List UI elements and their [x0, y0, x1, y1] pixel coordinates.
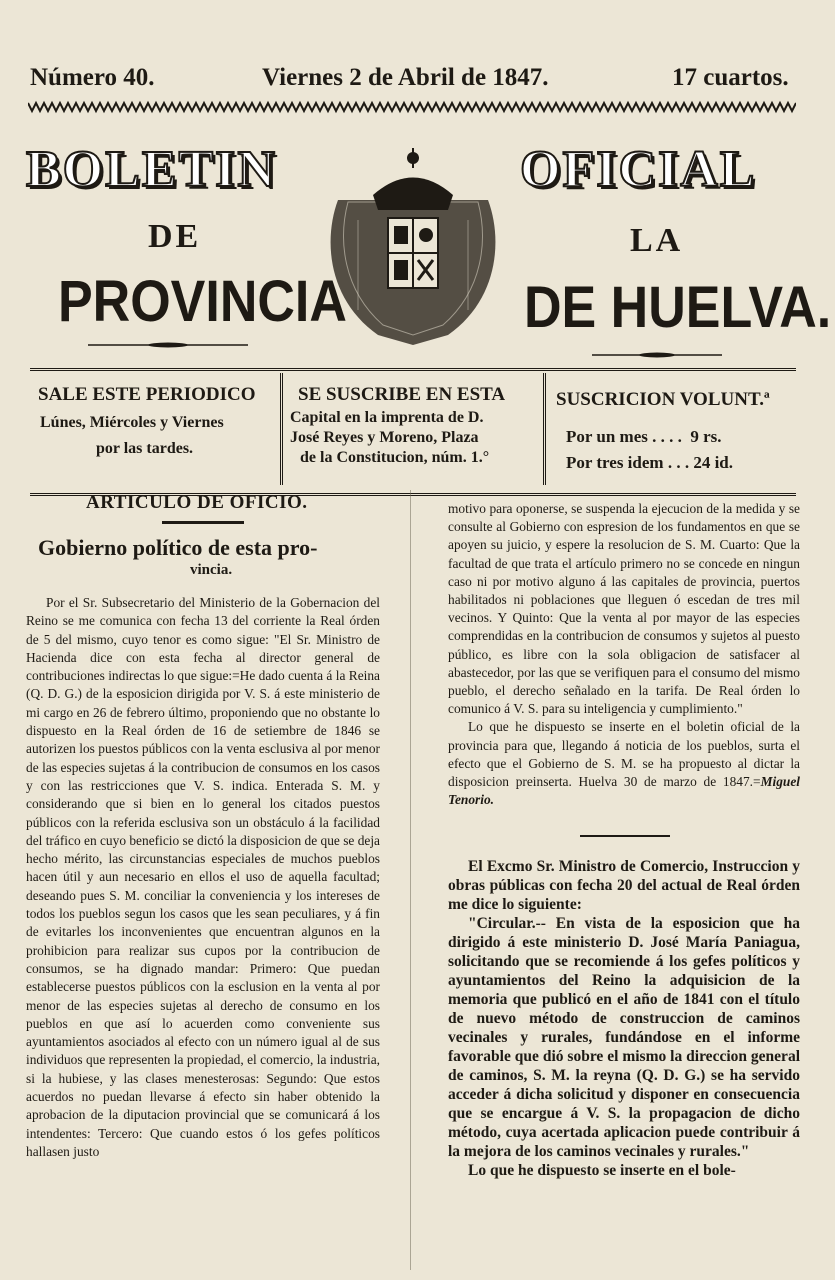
- right-paragraph-2: [448, 718, 800, 809]
- right-paragraph-1: motivo para oponerse, se suspenda la ejecucion de la medida y se consulte al Gobierno con espresion de los fundamentos en que se apoyen su juicio, y espere la resolucion de S. M. Cuarto: Que la facultad de que trata el artículo primero no se concede en ningun caso ni por motivo alguno á las capitales de provincia, puertos habilitados ni poblaciones que lleguen ó escedan de tres mil vecinos. Y Quinto: Que la venta al por mayor de las especies comprendidas en la contribucion de consumos y sujetos al puesto público, es libre con la sola obligacion de satisfacer al abastecedor, por las que se verifiquen para el consumo del mismo pueblo, el derecho señalado en la tarifa. De Real órden lo comunico á V. S. para su inteligencia y cumplimiento.": [448, 501, 800, 717]
- issue-date: Viernes 2 de Abril de 1847.: [262, 64, 549, 91]
- subscription-rate-quarter: Por tres idem . . . 24 id.: [566, 453, 733, 472]
- right-paragraph-4: "Circular.-- En vista de la esposicion que ha dirigido á este ministerio D. José María Paniagua, solicitando que se recomiende á los gefes políticos y ayuntamientos del Reino la adquisicion de la memoria que publicó en el año de 1841 con el título de nuevo método de construccion de caminos vecinales y rurales, fundándose en el informe favorable que dió sobre el mismo la direccion general de caminos, S. M. la reyna (Q. D. G.) se ha servido acceder á dicha solicitud y disponer en consecuencia que se encargue á V. S. la propagacion de dicho método, cuya acertada aplicacion puede contribuir á la mejora de los caminos vecinales y rurales.": [448, 915, 800, 1161]
- right-paragraph-2-text: Lo que he dispuesto se inserte en el boletin oficial de la provincia para que, llegando á noticia de los pueblos, surta el efecto que el Gobierno de S. M. se ha propuesto al dictar la disposicion preinserta. Huelva 30 de marzo de 1847.=: [448, 719, 800, 790]
- info-divider-1: [280, 373, 283, 485]
- title-provincia: PROVINCIA: [58, 269, 347, 335]
- left-column-text: [26, 594, 380, 1270]
- decorative-rule-left: [88, 342, 248, 348]
- title-de-huelva: DE HUELVA.: [524, 275, 832, 341]
- subscription-place-line1: Capital en la imprenta de D.: [290, 409, 484, 426]
- publication-schedule-line1: Lúnes, Miércoles y Viernes: [40, 414, 224, 431]
- left-paragraph: Por el Sr. Subsecretario del Ministerio de la Gobernacion del Reino se me comunica con fecha 13 del corriente la Real órden de 5 del mismo, cuyo tenor es como sigue: "El Sr. Ministro de Hacienda dice con esta fecha al director general de contribuciones indirectas lo que sigue:=He dado cuenta á la Reina (Q. D. G.) de la esposicion dirigida por V. S. á este ministerio de mi cargo en 26 de febrero último, proponiendo que no obstante lo dispuesto en la Real órden de 16 de setiembre de 1846 se autorizen los puestos públicos con la venta esclusiva al por menor de las especies sujetas á la contribucion de consumos en los casos y con las restricciones que V. S. indica. Enterada S. M. y considerando que si bien en lo general los citados puestos públicos con la referida esclusiva son un obstáculo á la facilidad del tráfico en cuyo beneficio se dictó la disposicion de que se deja hecho mérito, las circunstancias especiales de muchos pueblos hacen útil y aun necesario en ellos el uso de aquella facultad; deseando pues S. M. conciliar la conveniencia y los intereses de todos los pueblos segun los casos que les sean peculiares, y á fin de evitarles los inconvenientes que encuentran algunos en la prohibicion para realizar sus cupos por la contribucion de consumos, se ha dignado mandar: Primero: Que puedan establecerse puestos públicos con la esclusion en la venta al por menor de las especies sujetas al derecho de consumo en los pueblos en que así lo acuerden como conveniente sus ayuntamientos asociados al efecto con un número igual al de sus individuos que representen la propiedad, el comercio, la industria, si la hubiese, y las clases menesterosas: Segundo: Que estos acuerdos no puedan llevarse á efecto sin haber obtenido la aprobacion de la diputacion provincial que se comunicará á los intendentes: Tercero: Que cuando estos ó los gefes políticos hallasen justo: [26, 595, 380, 1159]
- decorative-rule-right: [592, 352, 722, 358]
- signature: Miguel Tenorio.: [448, 774, 800, 808]
- publication-schedule-line2: por las tardes.: [96, 440, 194, 457]
- section-heading: ARTICULO DE OFICIO.: [86, 492, 308, 513]
- publication-schedule-heading: SALE ESTE PERIODICO: [38, 384, 256, 405]
- title-de: DE: [148, 218, 202, 255]
- right-paragraph-3: El Excmo Sr. Ministro de Comercio, Instruccion y obras públicas con fecha 20 del actual de Real órden me dice lo siguiente:: [448, 858, 800, 914]
- subscription-place-line3: de la Constitucion, núm. 1.°: [300, 449, 490, 466]
- issue-number: Número 40.: [30, 64, 155, 91]
- column-divider: [410, 490, 411, 1270]
- right-paragraph-5: Lo que he dispuesto se inserte en el bole-: [468, 1162, 736, 1180]
- subscription-rate-month: Por un mes . . . . 9 rs.: [566, 427, 722, 446]
- info-divider-2: [543, 373, 546, 485]
- title-boletin: BOLETIN: [26, 141, 277, 198]
- coat-of-arms-icon: [318, 140, 508, 350]
- paragraph-separator: [580, 835, 670, 837]
- article-heading: Gobierno político de esta pro-: [38, 535, 318, 560]
- section-underline: [162, 521, 244, 524]
- subscription-rates-heading: SUSCRICION VOLUNT.ª: [556, 389, 770, 410]
- issue-price: 17 cuartos.: [672, 64, 789, 91]
- article-heading-cont: vincia.: [190, 562, 233, 578]
- subscription-place-heading: SE SUSCRIBE EN ESTA: [298, 384, 506, 405]
- subscription-place-line2: José Reyes y Moreno, Plaza: [290, 429, 479, 446]
- title-la: LA: [630, 222, 684, 259]
- title-oficial: OFICIAL: [520, 141, 757, 198]
- ornamental-border: [28, 100, 796, 114]
- right-column-text: [448, 500, 800, 1270]
